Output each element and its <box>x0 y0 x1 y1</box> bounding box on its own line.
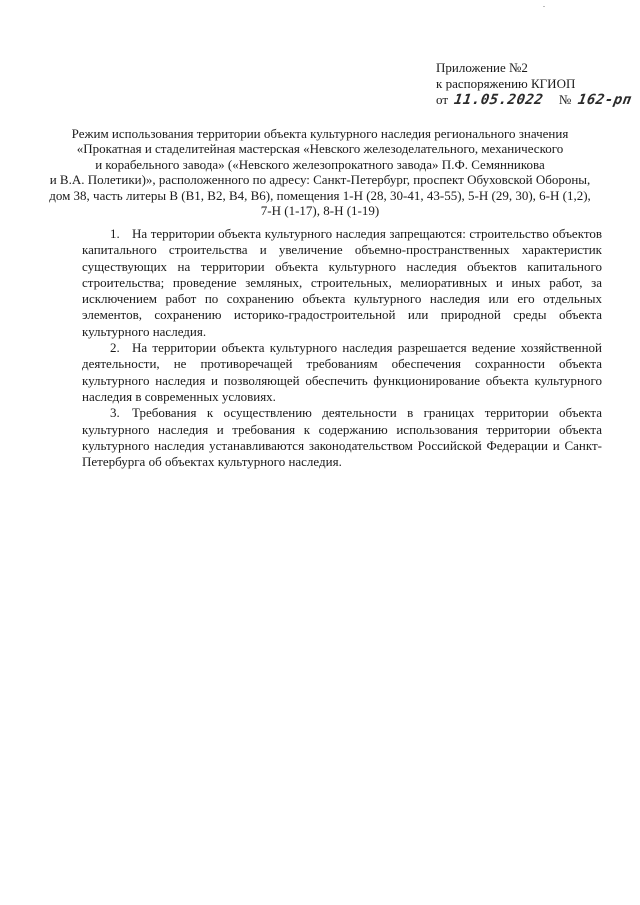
title-line: дом 38, часть литеры В (В1, В2, В4, В6), помещения 1-Н (28, 30-41, 43-55), 5-Н (29, 30), 6-Н (1,2), <box>49 187 591 203</box>
document-body <box>82 226 602 470</box>
paragraph-number: 1. <box>110 226 120 241</box>
title-line: «Прокатная и стаделитейная мастерская «Невского железоделательного, механического <box>76 141 564 157</box>
paragraph-1 <box>82 226 602 340</box>
paragraph-text: На территории объекта культурного наследия разрешается ведение хозяйственной деятельности, не противоречащей требованиям обеспечения сохранности объекта культурного наследия и позволяющей обеспечить функционирование объекта культурного наследия в современных условиях. <box>82 340 602 404</box>
title-line: 7-Н (1-17), 8-Н (1-19) <box>260 203 380 219</box>
scan-speck <box>543 6 545 7</box>
paragraph-text: На территории объекта культурного наследия запрещаются: строительство объектов капитального строительства и увеличение объемно-пространственных характеристик существующих на территории объекта культурного наследия объектов капитального строительства; проведение земляных, строительных, мелиоративных и иных работ, за исключением работ по сохранению объекта культурного наследия или его отдельных элементов, сохранению историко-градостроительной или природной среды объекта культурного наследия. <box>82 226 602 339</box>
appendix-date-number-line <box>436 92 632 108</box>
paragraph-text: Требования к осуществлению деятельности в границах территории объекта культурного наследия и требования к содержанию использования территории объекта культурного наследия устанавливаются законодательством Российской Федерации и Санкт-Петербурга об объектах культурного наследия. <box>82 405 602 470</box>
appendix-order-reference: к распоряжению КГИОП <box>436 76 576 91</box>
handwritten-number: 162-рп <box>577 92 634 108</box>
number-prefix: № <box>558 92 572 107</box>
title-line: Режим использования территории объекта культурного наследия регионального значения <box>71 126 569 141</box>
handwritten-date: 11.05.2022 <box>453 92 545 108</box>
paragraph-number: 2. <box>110 340 120 356</box>
paragraph-number: 3. <box>110 405 120 421</box>
paragraph-2 <box>82 340 602 405</box>
title-line: и корабельного завода» («Невского железопрокатного завода» П.Ф. Семянникова <box>95 156 545 172</box>
appendix-title: Приложение №2 <box>436 60 528 75</box>
paragraph-3 <box>82 405 602 470</box>
document-title <box>40 126 600 218</box>
title-line: и В.А. Полетики)», расположенного по адресу: Санкт-Петербург, проспект Обуховской Обороны, <box>49 172 591 188</box>
date-prefix: от <box>436 92 449 107</box>
appendix-header <box>436 60 632 108</box>
